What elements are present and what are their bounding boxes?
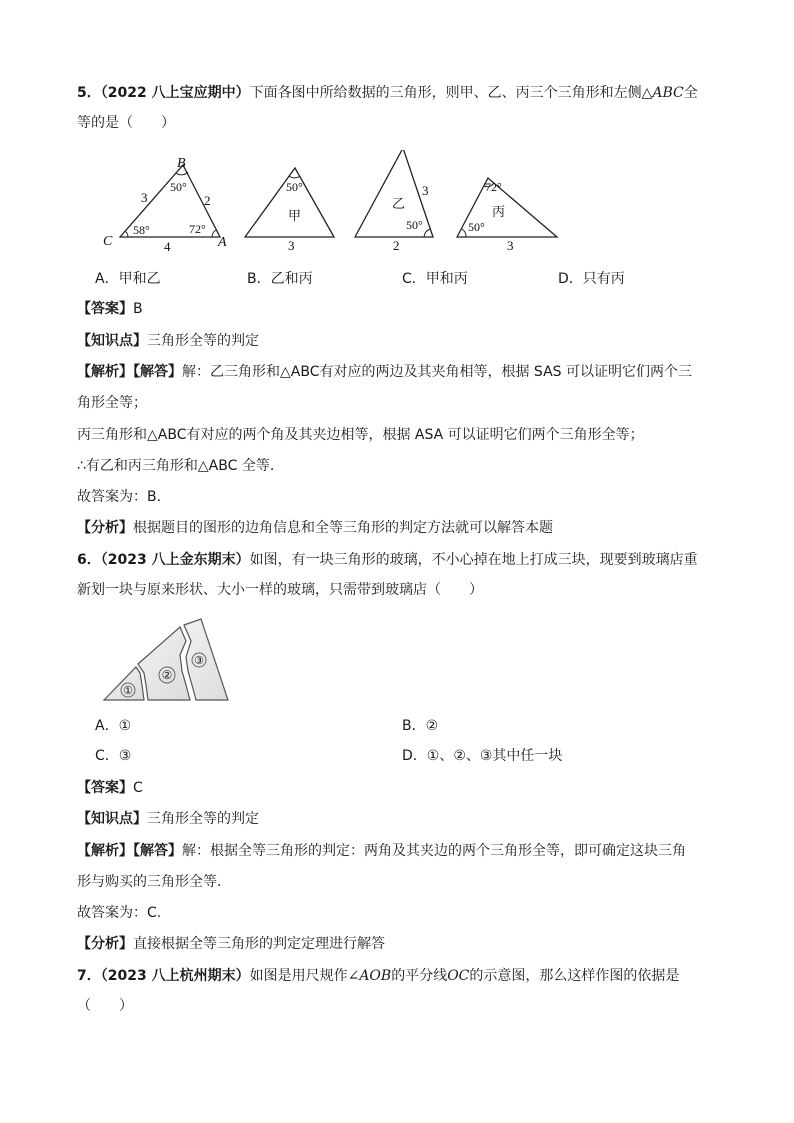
analysis-text: 解：乙三角形和△ABC有对应的两边及其夹角相等，根据 SAS 可以证明它们两个三 <box>182 364 692 380</box>
angle-a-label: 72° <box>189 222 206 236</box>
q6-option-c[interactable]: C．③ <box>95 748 132 764</box>
angle-c-label: 58° <box>133 223 150 237</box>
answer-value: C <box>133 780 143 796</box>
yi-side-label: 3 <box>422 183 429 198</box>
triangle-jia <box>245 168 334 253</box>
angle-b-label: 50° <box>170 180 187 194</box>
q5-number: 5 <box>77 85 87 101</box>
q6-number: 6 <box>77 552 87 568</box>
q6-option-b[interactable]: B．② <box>402 718 439 734</box>
bing-angle-top-label: 72° <box>485 180 502 194</box>
q5-stem-b: 全 <box>683 85 698 101</box>
yi-base-label: 2 <box>393 238 400 253</box>
piece-1-label: ① <box>123 685 133 697</box>
fenxi-text: 根据题目的图形的边角信息和全等三角形的判定方法就可以解答本题 <box>133 520 553 536</box>
q7-stem-a: 如图是用尺规作 <box>249 968 348 984</box>
q6-answer <box>77 779 143 797</box>
bing-angle-left-label: 50° <box>468 220 485 234</box>
q5-source: 2022 八上宝应期中 <box>107 85 236 101</box>
yi-name-label: 乙 <box>392 196 406 211</box>
q5-stem-line1: 5．（2022 八上宝应期中）下面各图中所给数据的三角形，则甲、乙、丙三个三角形和左侧△ABC全 <box>77 85 698 101</box>
q6-analysis-line2: 形与购买的三角形全等. <box>77 874 222 890</box>
answer-tag: 【答案】 <box>77 301 133 317</box>
q5-analysis-line3: 丙三角形和△ABC有对应的两个角及其夹边相等，根据 ASA 可以证明它们两个三角形全等； <box>77 427 644 443</box>
bing-base-label: 3 <box>507 238 514 253</box>
q7-stem-oc: OC <box>447 968 470 984</box>
analysis-tag: 【解析】【解答】 <box>77 843 182 859</box>
q7-stem-line1: 7．（2023 八上杭州期末）如图是用尺规作∠AOB的平分线OC的示意图，那么这样作图的依据是 <box>77 968 680 984</box>
jia-base-label: 3 <box>288 238 295 253</box>
kp-value: 三角形全等的判定 <box>147 333 259 349</box>
vertex-a-label: A <box>218 235 227 250</box>
q5-triangles-figure <box>100 150 570 260</box>
q5-option-c[interactable]: C．甲和丙 <box>402 271 468 287</box>
answer-tag: 【答案】 <box>77 780 133 796</box>
fenxi-text: 直接根据全等三角形的判定定理进行解答 <box>133 936 385 952</box>
q5-fenxi <box>77 519 553 537</box>
jia-angle-label: 50° <box>286 180 303 194</box>
yi-angle-label: 50° <box>406 218 423 232</box>
q7-number: 7 <box>77 968 87 984</box>
q6-source: 2023 八上金东期末 <box>107 552 236 568</box>
vertex-b-label: B <box>177 156 186 171</box>
q6-analysis-line1 <box>77 842 686 860</box>
answer-value: B <box>133 301 143 317</box>
q6-analysis-line3: 故答案为：C. <box>77 905 162 921</box>
kp-tag: 【知识点】 <box>77 811 147 827</box>
side-ca-label: 4 <box>164 239 171 254</box>
q5-stem-abc: ABC <box>652 85 684 101</box>
q5-analysis-line5: 故答案为：B. <box>77 489 162 505</box>
triangle-bing <box>457 178 557 253</box>
glass-piece-1 <box>104 667 144 700</box>
q7-stem-line2: （ ） <box>77 998 133 1014</box>
kp-value: 三角形全等的判定 <box>147 811 259 827</box>
q6-stem-line1: 6．（2023 八上金东期末）如图，有一块三角形的玻璃，不小心掉在地上打成三块，现要到玻璃店重 <box>77 552 698 568</box>
glass-piece-3 <box>184 619 228 700</box>
q5-knowledge-point <box>77 332 259 350</box>
jia-name-label: 甲 <box>288 208 302 223</box>
q6-knowledge-point <box>77 810 259 828</box>
piece-3-label: ③ <box>194 655 204 667</box>
q5-stem-tri: △ <box>641 85 653 101</box>
q5-stem-line2: 等的是（ ） <box>77 115 175 131</box>
piece-2-label: ② <box>161 668 173 682</box>
q7-stem-c: 的示意图，那么这样作图的依据是 <box>469 968 680 984</box>
glass-piece-2 <box>138 627 190 700</box>
q5-analysis-line1 <box>77 363 692 381</box>
q5-option-b[interactable]: B．乙和丙 <box>247 271 313 287</box>
vertex-c-label: C <box>103 234 113 249</box>
q6-fenxi <box>77 935 385 953</box>
q6-stem-1: 如图，有一块三角形的玻璃，不小心掉在地上打成三块，现要到玻璃店重 <box>249 552 698 568</box>
side-ba-label: 2 <box>204 193 211 208</box>
fenxi-tag: 【分析】 <box>77 936 133 952</box>
q7-stem-b: 的平分线 <box>391 968 448 984</box>
analysis-tag: 【解析】【解答】 <box>77 364 182 380</box>
side-cb-label: 3 <box>141 190 148 205</box>
bing-name-label: 丙 <box>492 204 506 219</box>
triangle-abc <box>103 156 227 254</box>
q5-analysis-line2: 角形全等； <box>77 395 147 411</box>
q6-option-a[interactable]: A．① <box>95 718 132 734</box>
q5-option-a[interactable]: A．甲和乙 <box>95 271 161 287</box>
q7-stem-angle: ∠AOB <box>347 968 392 984</box>
analysis-text: 解：根据全等三角形的判定：两角及其夹边的两个三角形全等，即可确定这块三角 <box>182 843 686 859</box>
q6-broken-glass-figure <box>100 615 235 705</box>
q5-option-d[interactable]: D．只有丙 <box>558 271 625 287</box>
q6-stem-line2: 新划一块与原来形状、大小一样的玻璃，只需带到玻璃店（ ） <box>77 582 483 598</box>
fenxi-tag: 【分析】 <box>77 520 133 536</box>
q5-answer <box>77 300 143 318</box>
q6-option-d[interactable]: D．①、②、③其中任一块 <box>402 748 563 764</box>
q7-source: 2023 八上杭州期末 <box>107 968 236 984</box>
kp-tag: 【知识点】 <box>77 333 147 349</box>
triangle-yi <box>355 150 433 253</box>
q5-analysis-line4: ∴有乙和丙三角形和△ABC 全等. <box>77 458 275 474</box>
q5-stem-a: 下面各图中所给数据的三角形，则甲、乙、丙三个三角形和左侧 <box>249 85 642 101</box>
